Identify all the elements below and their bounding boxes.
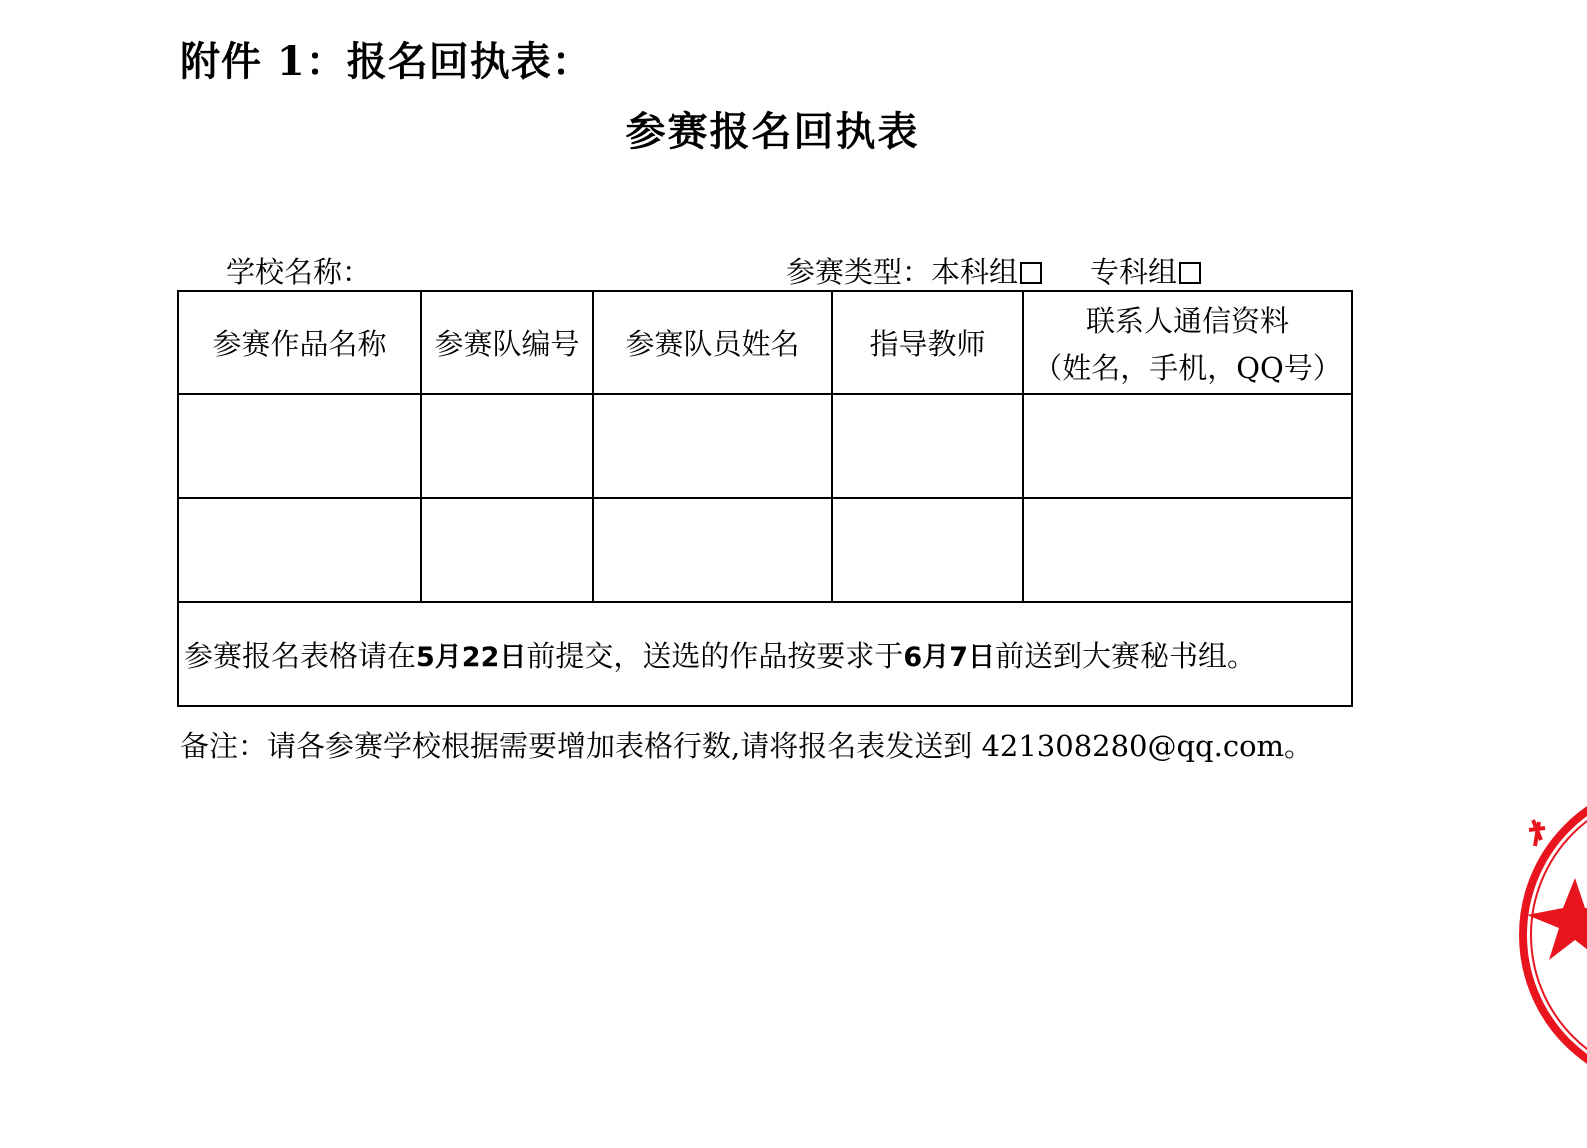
table-cell[interactable] bbox=[178, 498, 421, 602]
competition-type-label: 参赛类型： bbox=[786, 255, 932, 289]
remark-note: 备注：请各参赛学校根据需要增加表格行数,请将报名表发送到 421308280@qq.com。 bbox=[180, 729, 1314, 763]
note-text-3: 前送到大赛秘书组。 bbox=[994, 638, 1256, 673]
table-row bbox=[178, 498, 1352, 602]
note-date-1: 5月22日 bbox=[416, 641, 527, 673]
attachment-title: 附件 1：报名回执表： bbox=[180, 38, 593, 85]
form-title: 参赛报名回执表 bbox=[625, 108, 920, 155]
red-seal-stamp bbox=[1505, 770, 1587, 1100]
table-cell[interactable] bbox=[421, 394, 593, 498]
seal-star-icon bbox=[1527, 878, 1587, 960]
table-cell[interactable] bbox=[593, 498, 832, 602]
deadline-note-row bbox=[178, 602, 1352, 706]
note-text-2: 前提交，送选的作品按要求于 bbox=[526, 638, 904, 673]
undergraduate-option-label: 本科组 bbox=[931, 255, 1019, 289]
contact-header-line2: （姓名，手机，QQ号） bbox=[1033, 350, 1342, 385]
table-cell[interactable] bbox=[178, 394, 421, 498]
table-row bbox=[178, 394, 1352, 498]
junior-college-option-label: 专科组 bbox=[1090, 255, 1178, 289]
junior-college-checkbox[interactable] bbox=[1179, 262, 1201, 284]
table-header-row bbox=[178, 291, 1352, 394]
table-cell[interactable] bbox=[1023, 498, 1352, 602]
header-team-number: 参赛队编号 bbox=[421, 291, 593, 394]
undergraduate-checkbox[interactable] bbox=[1020, 262, 1042, 284]
table-cell[interactable] bbox=[1023, 394, 1352, 498]
seal-stamp-graphic bbox=[1505, 770, 1587, 1100]
school-name-field bbox=[226, 250, 371, 291]
deadline-note bbox=[178, 602, 1352, 706]
header-instructor: 指导教师 bbox=[832, 291, 1023, 394]
contact-header-line1: 联系人通信资料 bbox=[1085, 303, 1289, 338]
header-contact-info bbox=[1023, 291, 1352, 394]
seal-character-fragment bbox=[1529, 820, 1545, 846]
competition-type-field bbox=[786, 250, 1201, 291]
school-name-label: 学校名称： bbox=[226, 255, 372, 289]
note-text-1: 参赛报名表格请在 bbox=[184, 638, 417, 673]
table-cell[interactable] bbox=[832, 498, 1023, 602]
table-cell[interactable] bbox=[421, 498, 593, 602]
header-work-name: 参赛作品名称 bbox=[178, 291, 421, 394]
table-cell[interactable] bbox=[832, 394, 1023, 498]
registration-table bbox=[177, 290, 1353, 707]
header-team-members: 参赛队员姓名 bbox=[593, 291, 832, 394]
note-date-2: 6月7日 bbox=[903, 641, 995, 673]
table-cell[interactable] bbox=[593, 394, 832, 498]
